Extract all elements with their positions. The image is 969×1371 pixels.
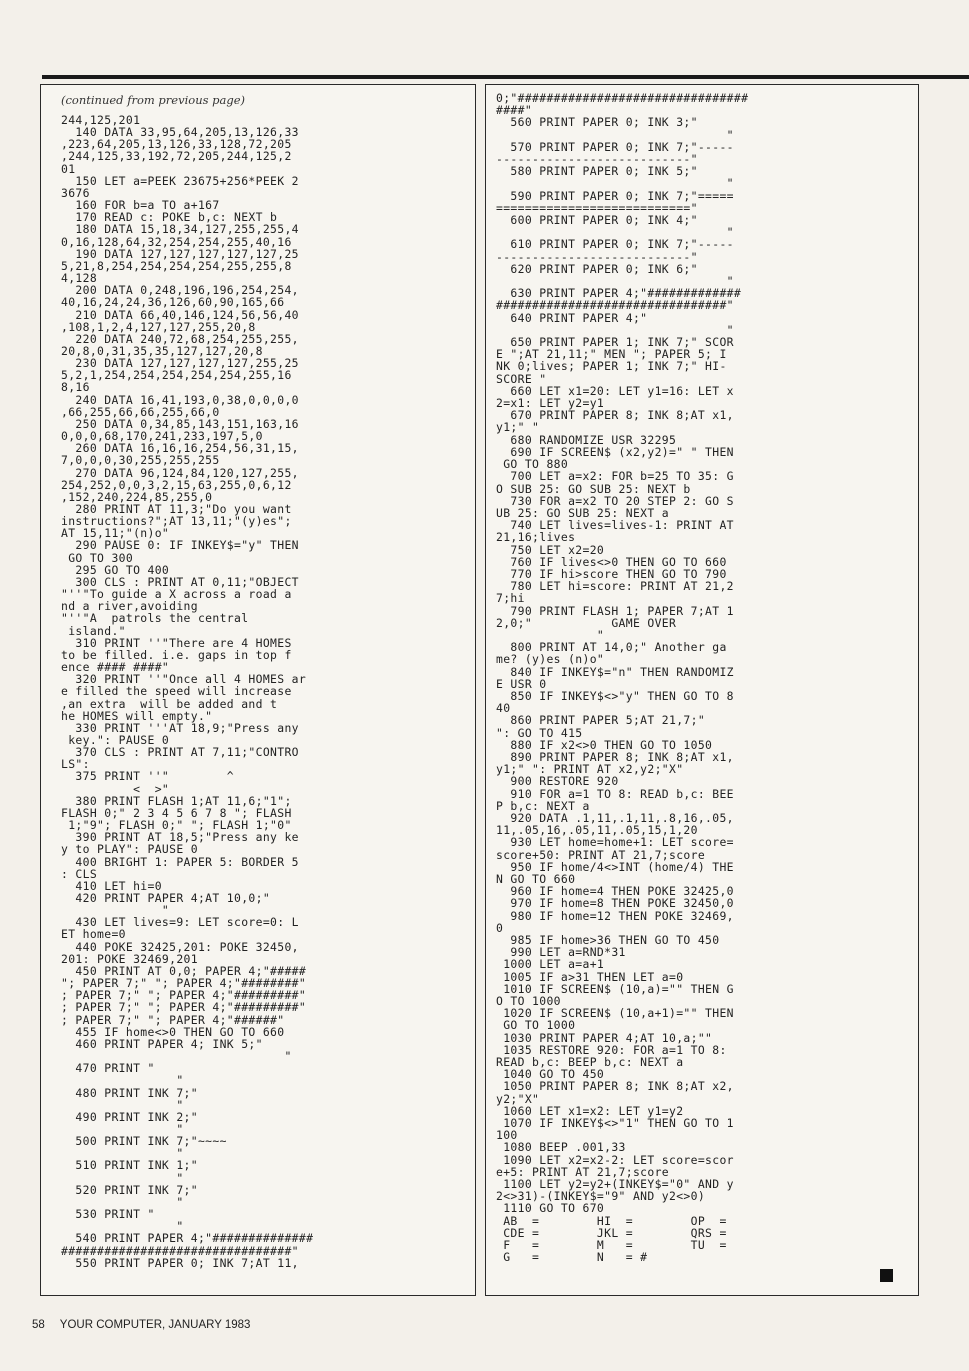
listing-line: CDE = JKL = QRS = [496,1225,727,1240]
listing-line: " [496,627,605,642]
listing-line: " [496,274,734,289]
listing-line: 370 CLS : PRINT AT 7,11;"CONTRO [61,745,299,760]
top-rule [42,75,969,79]
listing-line: 260 DATA 16,16,16,254,56,31,15, [61,441,299,456]
listing-line: " [61,1097,184,1112]
listing-line: 3676 [61,185,90,200]
listing-line: ence #### ####" [61,660,170,675]
listing-line: " [61,903,170,918]
listing-line: 180 DATA 15,18,34,127,255,255,4 [61,222,299,237]
listing-line: ,108,1,2,4,127,127,255,20,8 [61,319,256,334]
listing-line: ET home=0 [61,927,126,942]
listing-line: 0;"################################ [496,91,749,105]
listing-line: 670 PRINT PAPER 8; INK 8;AT x1, [496,408,734,423]
listing-line: y2;"X" [496,1091,540,1106]
listing-line: G = N = # [496,1250,648,1265]
publication-line: YOUR COMPUTER, JANUARY 1983 [59,1319,251,1331]
listing-line: e filled the speed will increase [61,684,292,699]
listing-line: 540 PRINT PAPER 4;"############## [61,1231,314,1246]
listing-line: nd a river,avoiding [61,599,198,614]
listing-line: 900 RESTORE 920 [496,774,619,789]
listing-line: O TO 1000 [496,994,561,1009]
listing-line: 500 PRINT INK 7;"~~~~ [61,1134,227,1149]
listing-line: to be filled. i.e. gaps in top f [61,647,292,662]
listing-line: 990 LET a=RND*31 [496,945,626,960]
listing-line: island." [61,623,126,638]
listing-line: 150 LET a=PEEK 23675+256*PEEK 2 [61,173,299,188]
listing-line: 140 DATA 33,95,64,205,13,126,33 [61,125,299,140]
listing-line: 430 LET lives=9: LET score=0: L [61,915,299,930]
listing-line: 480 PRINT INK 7;" [61,1085,198,1100]
listing-line: 1040 GO TO 450 [496,1067,605,1082]
listing-line: 985 IF home>36 THEN GO TO 450 [496,933,720,948]
listing-line: 40,16,24,24,36,126,60,90,165,66 [61,295,285,310]
listing-line: E ";AT 21,11;" MEN "; PAPER 5; I [496,347,727,362]
listing-line: 40 [496,701,511,716]
listing-line: 470 PRINT " [61,1061,155,1076]
listing-line: y1;" " [496,420,540,435]
listing-line: 800 PRINT AT 14,0;" Another ga [496,640,727,655]
listing-line: 380 PRINT FLASH 1;AT 11,6;"1"; [61,793,292,808]
listing-line: 390 PRINT AT 18,5;"Press any ke [61,830,299,845]
listing-column-left [40,84,476,1296]
listing-line: key.": PAUSE 0 [61,732,170,747]
listing-line: NK 0;lives; PAPER 1; INK 7;" HI- [496,359,727,374]
listing-line: 600 PRINT PAPER 0; INK 4;" [496,213,698,228]
listing-line: ===========================" [496,200,698,215]
listing-line: ,152,240,224,85,255,0 [61,489,213,504]
listing-line: 910 FOR a=1 TO 8: READ b,c: BEE [496,786,734,801]
listing-line: ---------------------------" [496,249,698,264]
listing-line: 0,16,128,64,32,254,254,255,40,16 [61,234,292,249]
listing-line: "''"A patrols the central [61,611,249,626]
listing-line: ": GO TO 415 [496,725,583,740]
listing-line: 290 PAUSE 0: IF INKEY$="y" THEN [61,538,299,553]
listing-line: y1;" ": PRINT AT x2,y2;"X" [496,762,684,777]
listing-line: 5,2,1,254,254,254,254,254,255,16 [61,368,292,383]
program-listing-right [496,92,912,1264]
listing-line: 420 PRINT PAPER 4;AT 10,0;" [61,891,271,905]
listing-line: 20,8,0,31,35,35,127,127,20,8 [61,343,263,358]
listing-line: ,244,125,33,192,72,205,244,125,2 [61,149,292,164]
listing-line: 850 IF INKEY$<>"y" THEN GO TO 8 [496,688,734,703]
listing-line: " [61,1049,292,1064]
listing-line: 660 LET x1=20: LET y1=16: LET x [496,383,734,398]
listing-line: 530 PRINT " [61,1207,155,1222]
listing-line: AT 15,11;"(n)o" [61,526,170,541]
listing-line: 980 IF home=12 THEN POKE 32469, [496,908,734,923]
listing-line: 640 PRINT PAPER 4;" [496,310,648,325]
listing-line: 840 IF INKEY$="n" THEN RANDOMIZ [496,664,734,679]
listing-line: 320 PRINT ''"Once all 4 HOMES ar [61,672,307,687]
listing-line: 254,252,0,0,3,2,15,63,255,0,6,12 [61,477,292,492]
listing-line: 760 IF lives<>0 THEN GO TO 660 [496,554,727,569]
listing-line: 780 LET hi=score: PRINT AT 21,2 [496,579,734,594]
listing-line: 580 PRINT PAPER 0; INK 5;" [496,164,698,179]
listing-line: " [61,1121,184,1136]
listing-line: 590 PRINT PAPER 0; INK 7;"===== [496,188,734,203]
listing-line: 270 DATA 96,124,84,120,127,255, [61,465,299,480]
listing-line: 200 DATA 0,248,196,196,254,254, [61,283,299,298]
listing-line: ,223,64,205,13,126,33,128,72,205 [61,137,292,152]
listing-line: ,an extra will be added and t [61,696,278,711]
listing-line: 230 DATA 127,127,127,127,255,25 [61,356,299,371]
listing-line: 375 PRINT ''" ^ [61,769,234,784]
continued-note: (continued from previous page) [61,93,246,107]
listing-line: 310 PRINT ''"There are 4 HOMES [61,635,292,650]
listing-line: " [61,1073,184,1088]
listing-line: 7;hi [496,591,525,606]
listing-line: ####" [496,103,533,118]
listing-line: 1070 IF INKEY$<>"1" THEN GO TO 1 [496,1116,734,1131]
listing-line: 7,0,0,0,30,255,255,255 [61,453,220,468]
listing-line: 250 DATA 0,34,85,143,151,163,16 [61,416,299,431]
listing-line: 410 LET hi=0 [61,878,162,893]
listing-line: ---------------------------" [496,152,698,167]
listing-line: 330 PRINT '''AT 18,9;"Press any [61,720,299,735]
listing-line: 560 PRINT PAPER 0; INK 3;" [496,115,698,130]
listing-line: UB 25: GO SUB 25: NEXT a [496,505,669,520]
listing-line: 510 PRINT INK 1;" [61,1158,198,1173]
listing-line: < >" [61,781,170,796]
listing-line: 240 DATA 16,41,193,0,38,0,0,0,0 [61,392,299,407]
listing-line: 770 IF hi>score THEN GO TO 790 [496,566,727,581]
listing-line: " [61,1170,184,1185]
listing-line: 4,128 [61,271,98,286]
listing-line: 890 PRINT PAPER 8; INK 8;AT x1, [496,749,734,764]
listing-line: 2<>31)-(INKEY$="9" AND y2<>0) [496,1189,706,1204]
listing-line: : CLS [61,866,98,881]
page-number: 58 [32,1319,45,1331]
listing-line: 2=x1: LET y2=y1 [496,396,605,411]
listing-line: 1090 LET x2=x2-2: LET score=scor [496,1152,734,1167]
listing-line: 1010 IF SCREEN$ (10,a)="" THEN G [496,981,734,996]
listing-line: 610 PRINT PAPER 0; INK 7;"----- [496,237,734,252]
listing-line: he HOMES will empty." [61,708,213,723]
listing-line: 1005 IF a>31 THEN LET a=0 [496,969,684,984]
listing-line: ; PAPER 7;" "; PAPER 4;"#########" [61,1000,307,1015]
listing-line: ; PAPER 7;" "; PAPER 4;"######" [61,1012,285,1027]
listing-line: 1030 PRINT PAPER 4;AT 10,a;"" [496,1030,713,1045]
listing-line: O SUB 25: GO SUB 25: NEXT b [496,481,691,496]
listing-line: ################################" [496,298,734,313]
listing-line: 280 PRINT AT 11,3;"Do you want [61,502,292,516]
listing-line: READ b,c: BEEP b,c: NEXT a [496,1055,684,1070]
listing-line: 750 LET x2=20 [496,542,605,557]
listing-line: y to PLAY": PAUSE 0 [61,842,198,857]
listing-line: " [61,1219,184,1234]
listing-column-right [485,84,919,1296]
listing-line: 11,.05,16,.05,11,.05,15,1,20 [496,823,698,838]
listing-line: 950 IF home/4<>INT (home/4) THE [496,859,734,874]
listing-line: 680 RANDOMIZE USR 32295 [496,432,677,447]
listing-line: 100 [496,1128,518,1143]
listing-line: ,66,255,66,66,255,66,0 [61,404,220,419]
listing-line: 700 LET a=x2: FOR b=25 TO 35: G [496,469,734,484]
listing-line: 960 IF home=4 THEN POKE 32425,0 [496,884,734,899]
listing-line: 1000 LET a=a+1 [496,957,605,972]
listing-line: 490 PRINT INK 2;" [61,1109,198,1124]
listing-line: 5,21,8,254,254,254,254,255,255,8 [61,258,292,273]
listing-line: 520 PRINT INK 7;" [61,1182,198,1197]
listing-line: 860 PRINT PAPER 5;AT 21,7;" [496,713,706,728]
listing-line: 970 IF home=8 THEN POKE 32450,0 [496,896,734,911]
listing-line: 01 [61,161,76,176]
listing-line: 400 BRIGHT 1: PAPER 5: BORDER 5 [61,854,299,869]
listing-line: 170 READ c: POKE b,c: NEXT b [61,210,278,225]
page-footer [32,1319,250,1331]
listing-line: LS": [61,757,90,772]
listing-line: GO TO 300 [61,550,134,565]
listing-line: "''"To guide a X across a road a [61,587,292,602]
listing-line: GO TO 1000 [496,1018,576,1033]
listing-line: ; PAPER 7;" "; PAPER 4;"#########" [61,988,307,1003]
program-listing-left [61,114,469,1269]
listing-line: 1;"9"; FLASH 0;" "; FLASH 1;"0" [61,818,292,833]
listing-line: 1020 IF SCREEN$ (10,a+1)="" THEN [496,1006,734,1021]
listing-line: 570 PRINT PAPER 0; INK 7;"----- [496,139,734,154]
listing-line: " [61,1194,184,1209]
listing-line: " [496,322,734,337]
listing-line: "; PAPER 7;" "; PAPER 4;"########" [61,976,307,991]
listing-line: N GO TO 660 [496,872,576,886]
listing-line: 0 [496,920,504,935]
listing-line: 1060 LET x1=x2: LET y1=y2 [496,1103,684,1118]
listing-line: 630 PRINT PAPER 4;"############# [496,286,742,301]
listing-line: 1050 PRINT PAPER 8; INK 8;AT x2, [496,1079,734,1094]
listing-line: 440 POKE 32425,201: POKE 32450, [61,939,299,954]
listing-line: me? (y)es (n)o" [496,652,605,667]
listing-line: 244,125,201 [61,113,141,127]
listing-line: 210 DATA 66,40,146,124,56,56,40 [61,307,299,322]
listing-line: 880 IF x2<>0 THEN GO TO 1050 [496,737,713,752]
listing-line: 455 IF home<>0 THEN GO TO 660 [61,1024,285,1039]
listing-line: 295 GO TO 400 [61,562,170,577]
listing-line: 220 DATA 240,72,68,254,255,255, [61,331,299,346]
listing-line: SCORE " [496,371,547,386]
listing-line: 1110 GO TO 670 [496,1201,605,1216]
listing-line: 620 PRINT PAPER 0; INK 6;" [496,261,698,276]
listing-line: 300 CLS : PRINT AT 0,11;"OBJECT [61,574,299,589]
listing-line: AB = HI = OP = [496,1213,727,1228]
listing-line: E USR 0 [496,676,547,691]
listing-line: F = M = TU = [496,1238,727,1253]
listing-line: " [496,225,734,240]
listing-line: 740 LET lives=lives-1: PRINT AT [496,518,734,533]
listing-line: 1035 RESTORE 920: FOR a=1 TO 8: [496,1042,727,1057]
listing-line: 930 LET home=home+1: LET score= [496,835,734,850]
listing-line: 21,16;lives [496,530,576,545]
listing-line: " [496,127,734,142]
listing-line: 690 IF SCREEN$ (x2,y2)=" " THEN [496,444,734,459]
listing-line: " [61,1146,184,1161]
listing-line: 201: POKE 32469,201 [61,951,198,966]
listing-line: score+50: PRINT AT 21,7;score [496,847,706,862]
listing-line: 0,0,0,68,170,241,233,197,5,0 [61,429,263,444]
listing-line: instructions?";AT 13,11;"(y)es"; [61,514,292,529]
listing-line: 450 PRINT AT 0,0; PAPER 4;"##### [61,963,307,978]
listing-line: 160 FOR b=a TO a+167 [61,198,220,213]
listing-line: e+5: PRINT AT 21,7;score [496,1164,669,1179]
listing-line: 550 PRINT PAPER 0; INK 7;AT 11, [61,1255,299,1270]
listing-line: " [496,176,734,191]
listing-line: GO TO 880 [496,457,569,472]
listing-line: 730 FOR a=x2 TO 20 STEP 2: GO S [496,493,734,508]
listing-line: 1100 LET y2=y2+(INKEY$="0" AND y [496,1177,734,1192]
listing-line: P b,c: NEXT a [496,798,590,813]
listing-line: FLASH 0;" 2 3 4 5 6 7 8 "; FLASH [61,805,292,820]
listing-line: 190 DATA 127,127,127,127,127,25 [61,246,299,261]
listing-line: 1080 BEEP .001,33 [496,1140,626,1155]
listing-line: ################################" [61,1243,299,1258]
listing-line: 790 PRINT FLASH 1; PAPER 7;AT 1 [496,603,734,618]
listing-line: 460 PRINT PAPER 4; INK 5;" [61,1036,263,1051]
listing-line: 8,16 [61,380,90,395]
listing-line: 650 PRINT PAPER 1; INK 7;" SCOR [496,335,734,350]
listing-line: 2,0;" GAME OVER [496,615,677,630]
listing-line: 920 DATA .1,11,.1,11,.8,16,.05, [496,810,734,825]
graphics-key-block-icon [880,1269,893,1282]
